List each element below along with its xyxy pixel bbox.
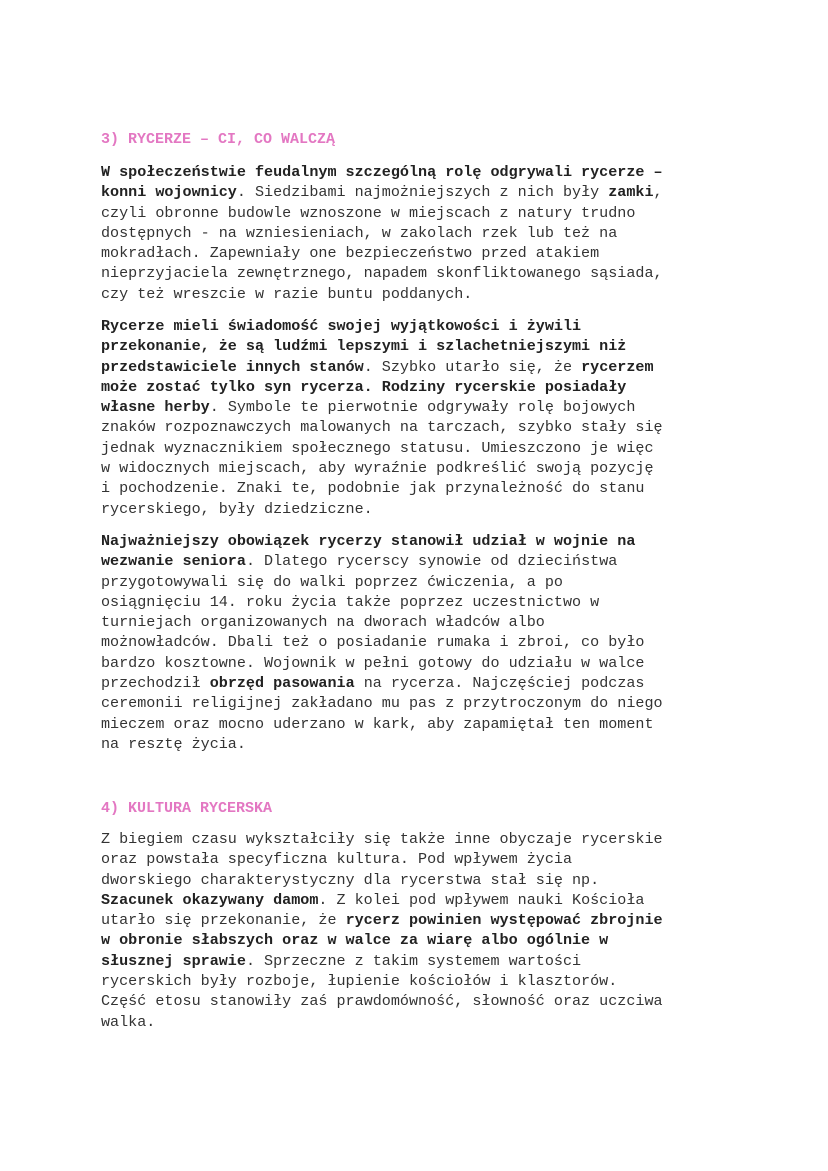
text-line: [101, 458, 741, 478]
text-line: [101, 417, 741, 437]
text-line: [101, 870, 741, 890]
text-run: oraz powstała specyficzna kultura. Pod wpływem życia: [101, 850, 573, 869]
text-run: czy też wreszcie w razie buntu poddanych.: [101, 284, 473, 303]
bold-text: własne herby: [101, 398, 210, 417]
text-line: [101, 336, 741, 356]
text-line: [101, 478, 741, 498]
text-run: i pochodzenie. Znaki te, podobnie jak przynależność do stanu: [101, 479, 645, 498]
text-run: na resztę życia.: [101, 734, 246, 753]
text-run: bardzo kosztowne. Wojownik w pełni gotowy do udziału w walce: [101, 653, 645, 672]
text-run: w widocznych miejscach, aby wyraźnie podkreślić swoją pozycję: [101, 459, 654, 478]
text-line: [101, 673, 741, 693]
paragraph: [101, 316, 741, 519]
text-line: [101, 284, 741, 304]
bold-text: konni wojownicy: [101, 183, 237, 202]
text-line: [101, 551, 741, 571]
paragraph: [101, 829, 741, 1032]
text-line: [101, 316, 741, 336]
text-line: [101, 357, 741, 377]
text-run: Część etosu stanowiły zaś prawdomówność, słowność oraz uczciwa: [101, 992, 663, 1011]
bold-text: zamki: [608, 183, 654, 202]
text-run: turniejach organizowanych na dworach władców albo: [101, 613, 545, 632]
text-run: mokradłach. Zapewniały one bezpieczeństwo przed atakiem: [101, 244, 600, 263]
text-run: możnowładców. Dbali też o posiadanie rumaka i zbroi, co było: [101, 633, 645, 652]
text-line: [101, 499, 741, 519]
text-line: [101, 632, 741, 652]
text-line: [101, 243, 741, 263]
text-run: . Z kolei pod wpływem nauki Kościoła: [318, 890, 645, 909]
text-line: [101, 203, 741, 223]
text-run: przygotowywali się do walki poprzez ćwiczenia, a po: [101, 572, 563, 591]
text-run: znaków rozpoznawczych malowanych na tarczach, szybko stały się: [101, 418, 663, 437]
text-line: [101, 910, 741, 930]
text-run: dostępnych - na wzniesieniach, w zakolach rzek lub też na: [101, 223, 618, 242]
text-run: czyli obronne budowle wznoszone w miejscach z natury trudno: [101, 203, 636, 222]
text-run: rycerskich były rozboje, łupienie kościołów i klasztorów.: [101, 972, 618, 991]
text-line: [101, 829, 741, 849]
text-line: [101, 182, 741, 202]
bold-text: W społeczeństwie feudalnym szczególną rolę odgrywali rycerze –: [101, 163, 663, 181]
text-run: przechodził: [101, 674, 210, 693]
text-run: ,: [653, 183, 663, 202]
paragraph: [101, 162, 741, 304]
bold-text: obrzęd pasowania: [209, 674, 355, 693]
text-line: [101, 612, 741, 632]
text-line: [101, 693, 741, 713]
text-run: mieczem oraz mocno uderzano w kark, aby zapamiętał ten moment: [101, 714, 654, 733]
bold-text: Rycerze mieli świadomość swojej wyjątkowości i żywili: [101, 317, 582, 335]
text-run: na rycerza. Najczęściej podczas: [354, 674, 645, 693]
text-run: walka.: [101, 1012, 156, 1031]
text-line: [101, 991, 741, 1011]
text-line: [101, 930, 741, 950]
text-run: . Siedzibami najmożniejszych z nich były: [236, 183, 609, 202]
text-line: [101, 438, 741, 458]
text-run: jednak wyznacznikiem społecznego statusu. Umieszczono je więc: [101, 438, 654, 457]
text-line: [101, 592, 741, 612]
text-line: [101, 1012, 741, 1032]
text-line: [101, 572, 741, 592]
text-run: ceremonii religijnej zakładano mu pas z przytroczonym do niego: [101, 694, 663, 713]
text-line: [101, 263, 741, 283]
bold-text: rycerz powinien występować zbrojnie: [345, 911, 663, 930]
section-heading: 4) KULTURA RYCERSKA: [101, 800, 273, 817]
text-run: osiągnięciu 14. roku życia także poprzez uczestnictwo w: [101, 592, 600, 611]
bold-text: wezwanie seniora: [101, 552, 246, 571]
text-line: [101, 397, 741, 417]
text-line: [101, 734, 741, 754]
bold-text: rycerzem: [581, 357, 654, 376]
text-run: . Dlatego rycerscy synowie od dzieciństwa: [245, 552, 618, 571]
text-run: Z biegiem czasu wykształciły się także inne obyczaje rycerskie: [101, 830, 663, 848]
bold-text: przekonanie, że są ludźmi lepszymi i szlachetniejszymi niż: [101, 337, 627, 356]
text-run: . Sprzeczne z takim systemem wartości: [245, 951, 582, 970]
text-run: . Symbole te pierwotnie odgrywały rolę bojowych: [209, 398, 636, 417]
section-heading: 3) RYCERZE – CI, CO WALCZĄ: [101, 131, 336, 148]
text-run: utarło się przekonanie, że: [101, 911, 346, 930]
text-line: [101, 531, 741, 551]
text-run: nieprzyjaciela zewnętrznego, napadem skonfliktowanego sąsiada,: [101, 264, 663, 283]
text-line: [101, 714, 741, 734]
text-line: [101, 849, 741, 869]
text-line: [101, 951, 741, 971]
text-line: [101, 162, 741, 182]
bold-text: Szacunek okazywany damom: [101, 890, 319, 909]
bold-text: przedstawiciele innych stanów: [101, 357, 364, 376]
text-run: dworskiego charakterystyczny dla rycerstwa stał się np.: [101, 870, 600, 889]
paragraph: [101, 531, 741, 754]
bold-text: słusznej sprawie: [101, 951, 246, 970]
text-line: [101, 971, 741, 991]
text-run: . Szybko utarło się, że: [363, 357, 582, 376]
text-run: rycerskiego, były dziedziczne.: [101, 499, 373, 518]
text-line: [101, 223, 741, 243]
bold-text: może zostać tylko syn rycerza. Rodziny rycerskie posiadały: [101, 377, 627, 396]
text-line: [101, 653, 741, 673]
text-line: [101, 377, 741, 397]
bold-text: Najważniejszy obowiązek rycerzy stanowił udział w wojnie na: [101, 532, 636, 550]
text-line: [101, 890, 741, 910]
bold-text: w obronie słabszych oraz w walce za wiarę albo ogólnie w: [101, 931, 609, 950]
